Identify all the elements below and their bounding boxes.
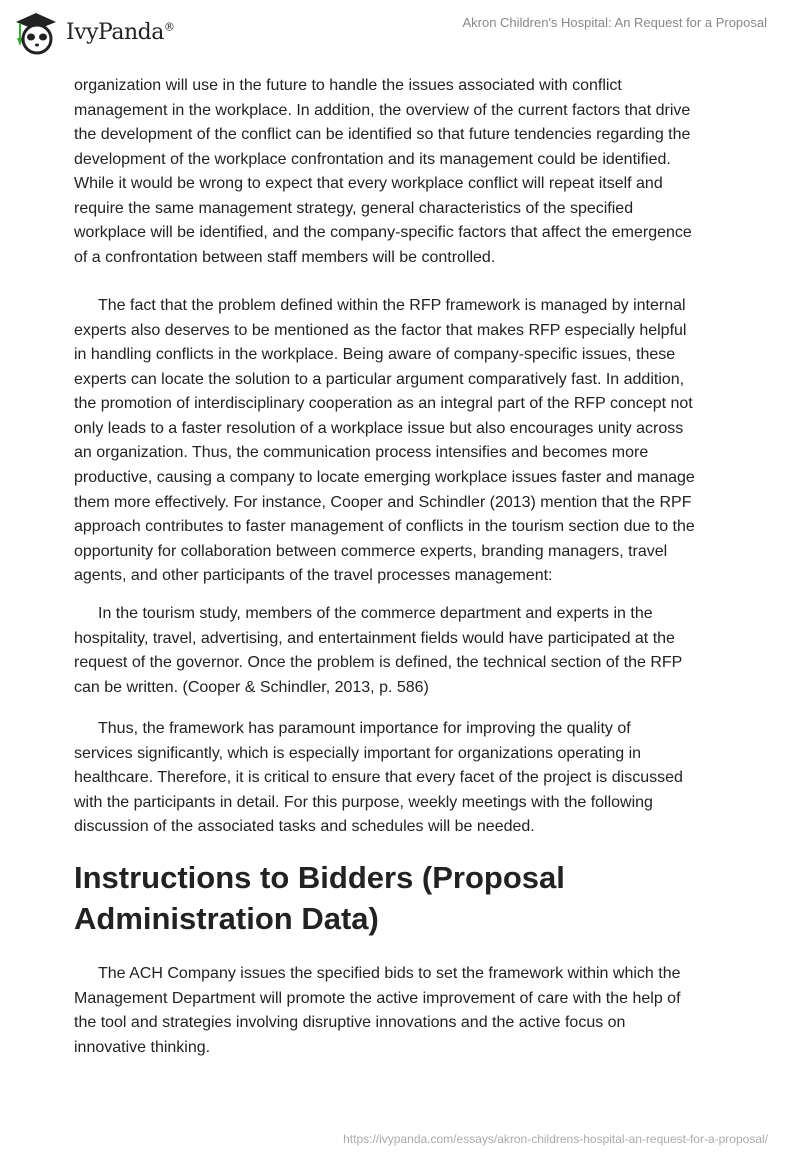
- text-line: discussion of the associated tasks and schedules will be needed.: [74, 818, 535, 836]
- section-heading: [74, 857, 565, 939]
- paragraph: [74, 717, 754, 840]
- text-line: only leads to a faster resolution of a workplace issue but also encourages unity across: [74, 419, 684, 437]
- document-title: Akron Children's Hospital: An Request for a Proposal: [462, 15, 767, 30]
- text-line: Management Department will promote the active improvement of care with the help of: [74, 989, 681, 1007]
- page-url[interactable]: https://ivypanda.com/essays/akron-childrens-hospital-an-request-for-a-proposal/: [343, 1132, 768, 1146]
- text-line: experts also deserves to be mentioned as the factor that makes RFP especially helpful: [74, 321, 687, 339]
- panda-graduate-icon: [12, 8, 60, 56]
- text-line: the development of the conflict can be identified so that future tendencies regarding the: [74, 126, 691, 144]
- block-quote: [74, 602, 754, 700]
- text-line: innovative thinking.: [74, 1038, 211, 1056]
- text-line: productive, causing a company to locate emerging workplace issues faster and manage: [74, 468, 695, 486]
- text-line: request of the governor. Once the problem is defined, the technical section of the RFP: [74, 654, 683, 672]
- text-line: opportunity for collaboration between commerce experts, branding managers, travel: [74, 542, 668, 560]
- text-line: an organization. Thus, the communication process intensifies and becomes more: [74, 444, 649, 462]
- text-line: approach contributes to faster management of conflicts in the tourism section due to the: [74, 518, 695, 536]
- text-line: organization will use in the future to handle the issues associated with conflict: [74, 77, 622, 94]
- text-line: The fact that the problem defined within the RFP framework is managed by internal: [98, 297, 686, 314]
- text-line: them more effectively. For instance, Cooper and Schindler (2013) mention that the RPF: [74, 493, 692, 511]
- text-line: In the tourism study, members of the commerce department and experts in the: [98, 605, 653, 622]
- text-line: development of the workplace confrontation and its management could be identified.: [74, 150, 671, 168]
- text-line: services significantly, which is especially important for organizations operating in: [74, 744, 642, 762]
- paragraph: [74, 962, 754, 1060]
- text-line: management in the workplace. In addition, the overview of the current factors that drive: [74, 101, 691, 119]
- text-line: experts can locate the solution to a particular argument comparatively fast. In addition,: [74, 370, 685, 388]
- text-line: can be written. (Cooper & Schindler, 2013, p. 586): [74, 678, 429, 696]
- text-line: workplace will be identified, and the company-specific factors that affect the emergence: [74, 224, 692, 242]
- paragraph: [74, 74, 754, 271]
- heading-line: Administration Data): [74, 901, 379, 936]
- text-line: require the same management strategy, general characteristics of the specified: [74, 199, 634, 217]
- text-line: the tool and strategies involving disruptive innovations and the active focus on: [74, 1014, 626, 1032]
- text-line: Thus, the framework has paramount importance for improving the quality of: [98, 720, 631, 737]
- text-line: in handling conflicts in the workplace. Being aware of company-specific issues, these: [74, 346, 676, 364]
- text-line: with the participants in detail. For this purpose, weekly meetings with the following: [74, 793, 653, 811]
- text-line: The ACH Company issues the specified bids to set the framework within which the: [98, 965, 681, 982]
- paragraph: [74, 294, 754, 589]
- text-line: While it would be wrong to expect that every workplace conflict will repeat itself and: [74, 175, 663, 193]
- ivypanda-logo[interactable]: [12, 8, 174, 56]
- text-line: of a confrontation between staff members will be controlled.: [74, 248, 496, 266]
- logo-text: IvyPanda®: [66, 19, 175, 45]
- heading-line: Instructions to Bidders (Proposal: [74, 860, 565, 895]
- text-line: hospitality, travel, advertising, and entertainment fields would have participated at the: [74, 629, 675, 647]
- text-line: healthcare. Therefore, it is critical to ensure that every facet of the project is discussed: [74, 769, 683, 787]
- text-line: agents, and other participants of the travel processes management:: [74, 567, 553, 585]
- text-line: the promotion of interdisciplinary cooperation as an integral part of the RFP concept not: [74, 395, 693, 413]
